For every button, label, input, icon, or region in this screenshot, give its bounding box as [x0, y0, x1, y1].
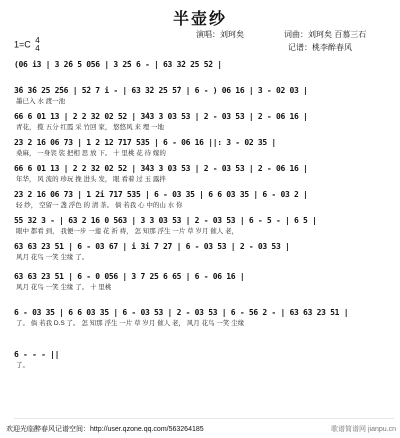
lyric-line: 了。 倘 若我 D.S 了。 怎 知那 浮生 一片 草 岁月 催人 老， 风月 花鸟 一笑 尘缘 [16, 320, 245, 327]
notation-line: (06 i3 | 3 2̇6 5 056 | 3 2̇5 6 - | 63 3̇2 25 5̇2 | [14, 60, 222, 69]
page-title: 半壶纱 [172, 11, 227, 28]
score-row [14, 190, 394, 210]
notation-line: 23 2 16 06 73 | 1 2 12 717 535 | 6 - 06 16 ||: 3 - 02 35 | [14, 138, 276, 147]
key-label: 1=C [14, 39, 31, 50]
lyric-line: 风月 花鸟 一笑 尘缘 了。 [16, 254, 89, 261]
lyric-line: 了。 [16, 362, 29, 369]
score-row [14, 242, 394, 262]
score-row [14, 216, 394, 236]
score-row [14, 138, 394, 158]
time-signature [35, 37, 39, 53]
score-row [14, 112, 394, 132]
watermark: 歌谱简谱网 jianpu.cn [331, 426, 396, 433]
lyric-line: 青花， 揽 五分 红霞 采 竹回 家， 悠悠风 来 埋 一地 [16, 124, 165, 131]
footer-link-text[interactable]: 欢迎光临醉春风记谱空间：http://user.qzone.qq.com/563264185 [6, 426, 204, 433]
lyric-line: 年华， 风 流的 珍玩 挽 进头 发， 眼 看着 过 玉 露拌 [16, 176, 166, 183]
lyric-line: 轻 纱， 空留一 盏 浮色 的 清 茶。 倘 若我 心 中的山 水 你 [16, 202, 183, 209]
lyric-line: 桑麻， 一身袈 裟 把相 思 放 下。 十 里桃 花 待 嫁的 [16, 150, 166, 157]
notation-line: 63 63 23 51 | 6 - 0 056 | 3 7 25 6 65 | 6 - 06 16 | [14, 272, 245, 281]
notation-line: 23 2 16 06 73 | 1 2i 717 535 | 6 - 03 35 | 6 6 03 35 | 6 - 03 2 | [14, 190, 308, 199]
lyric-line: 风月 花鸟 一笑 尘缘 了。 十 里桃 [16, 284, 112, 291]
footer-divider [14, 418, 394, 419]
notation-line: 66 6 01 13 | 2 2 32 02 52 | 3̇43 3 03 53 | 2 - 03 53 | 2 - 06 16 | [14, 112, 308, 121]
transcriber-credit: 记谱：桃李醉春风 [288, 43, 352, 52]
notation-line: 63 63 23 51 | 6 - 03 67 | i 3i 7 27 | 6 - 03 53 | 2 - 03 53 | [14, 242, 290, 251]
score-row [14, 350, 394, 370]
lyricist-composer-credit: 词曲：刘珂矣 百慕三石 [284, 30, 367, 39]
notation-line: 55 32 3 - | 63 2 16 0 563 | 3 3 03 53 | 2 - 03 53 | 6 - 5 - | 6 5 | [14, 216, 317, 225]
notation-line: 66 6 01 13 | 2 2 32 02 52 | 3̇43 3 03 53 | 2 - 03 53 | 2 - 06 16 | [14, 164, 308, 173]
time-denominator: 4 [35, 44, 40, 53]
notation-line: 6 - 03 35 | 6 6 03 35 | 6 - 03 53 | 2 - 03 53 | 6 - 56 2 - | 63 63 23 51 | [14, 308, 349, 317]
lyric-line: 眼中 都看 到， 我便一步 一莲 花 祈 祷， 怎 知那 浮生 一片 草 岁月 催人 老， [16, 228, 239, 235]
singer-credit: 演唱：刘珂矣 [196, 30, 244, 39]
score-row [14, 272, 394, 292]
score-row [14, 60, 394, 72]
key-signature [14, 37, 40, 53]
lyric-line: 墨已入 水 渡一池 [16, 98, 66, 105]
score-row [14, 308, 394, 328]
score-row [14, 164, 394, 184]
time-numerator: 4 [35, 36, 40, 45]
score-row [14, 86, 394, 106]
notation-line: 6 - - - || [14, 350, 60, 359]
notation-line: 3̇6 3̇6 25 2̇56 | 5̇2 7 i - | 63 3̇2 25 5̇7 | 6 - ) 06 16 | 3 - 02 03 | [14, 86, 308, 95]
